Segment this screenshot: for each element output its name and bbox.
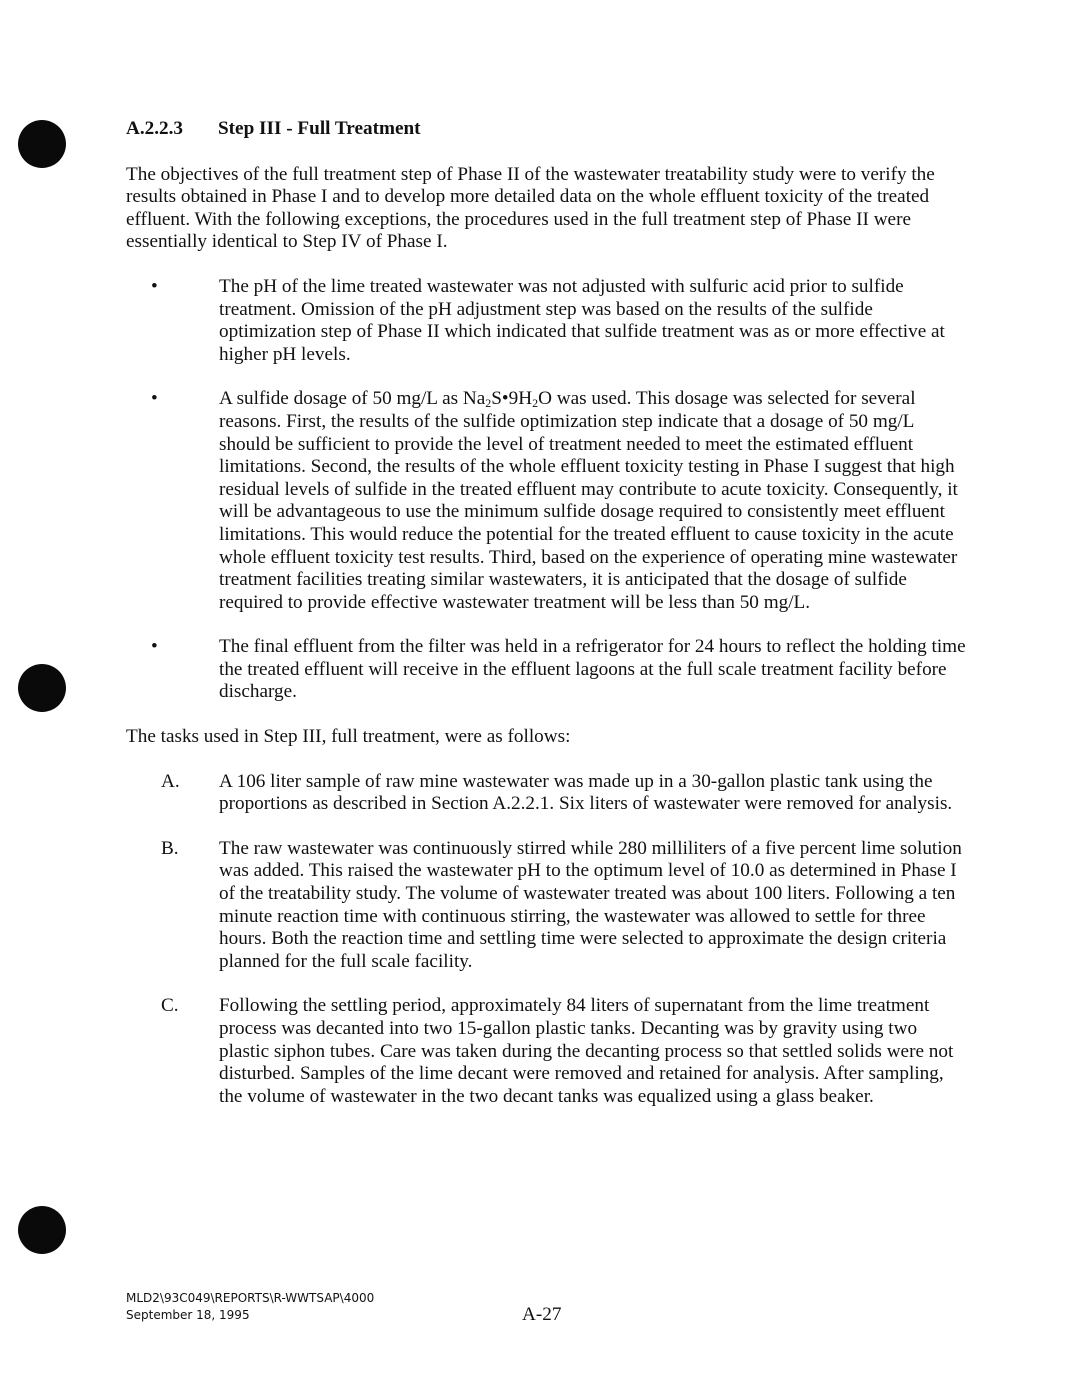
footer-date: September 18, 1995	[126, 1308, 250, 1322]
task-letter: B.	[161, 837, 179, 859]
bullet-mark: •	[151, 636, 158, 658]
binder-hole-bottom	[18, 1206, 66, 1254]
page-number: A-27	[522, 1304, 562, 1325]
bullet-text-part: A sulfide dosage of 50 mg/L as Na	[219, 388, 486, 410]
bullet-mark: •	[151, 275, 158, 297]
binder-hole-top	[18, 120, 66, 168]
binder-hole-middle	[18, 664, 66, 712]
task-text: The raw wastewater was continuously stirred while 280 milliliters of a five percent lime solution was added. This raised the wastewater pH to the optimum level of 10.0 as determined in Phase I of the treatability study. The volume of wastewater treated was about 100 liters. Following a ten minute reaction time with continuous stirring, the wastewater was allowed to settle for three hours. Both the reaction time and settling time were selected to approximate the design criteria planned for the full scale facility.	[219, 837, 962, 972]
task-item	[126, 995, 966, 1108]
intro-paragraph: The objectives of the full treatment step of Phase II of the wastewater treatability study were to verify the results obtained in Phase I and to develop more detailed data on the whole effluent toxicity of the treated effluent. With the following exceptions, the procedures used in the full treatment step of Phase II were essentially identical to Step IV of Phase I.	[126, 163, 935, 253]
task-text: Following the settling period, approximately 84 liters of supernatant from the lime treatment process was decanted into two 15-gallon plastic tanks. Decanting was by gravity using two plastic siphon tubes. Care was taken during the decanting process so that settled solids were not disturbed. Samples of the lime decant were removed and retained for analysis. After sampling, the volume of wastewater in the two decant tanks was equalized using a glass beaker.	[219, 995, 954, 1107]
bullet-item	[126, 636, 966, 704]
bullet-text: The pH of the lime treated wastewater was not adjusted with sulfuric acid prior to sulfide treatment. Omission of the pH adjustment step was based on the results of the sulfide optimization step of Phase II which indicated that sulfide treatment was as or more effective at higher pH levels.	[219, 275, 945, 365]
subscript: 2	[485, 396, 492, 411]
bullet-text-part: S•9H	[491, 388, 533, 410]
section-heading	[126, 118, 966, 141]
task-item	[126, 771, 966, 816]
section-title: Step III - Full Treatment	[218, 118, 421, 139]
task-letter: C.	[161, 995, 179, 1017]
bullet-mark: •	[151, 388, 158, 410]
section-number: A.2.2.3	[126, 118, 184, 139]
page-content	[126, 118, 966, 1130]
bullet-text	[219, 388, 966, 614]
bullet-text-part: O was used. This dosage was selected for several reasons. First, the results of the sulfide optimization step indicate that a dosage of 50 mg/L should be sufficient to provide the level of treatment needed to meet the estimated effluent limitations. Second, the results of the whole effluent toxicity testing in Phase I suggest that high residual levels of sulfide in the treated effluent may contribute to acute toxicity. Consequently, it will be advantageous to use the minimum sulfide dosage required to consistently meet effluent limitations. This would reduce the potential for the treated effluent to cause toxicity in the acute whole effluent toxicity test results. Third, based on the experience of operating mine wastewater treatment facilities treating similar wastewaters, it is anticipated that the dosage of sulfide required to provide effective wastewater treatment will be less than 50 mg/L.	[219, 388, 958, 613]
task-item	[126, 838, 966, 974]
footer-path: MLD2\93C049\REPORTS\R-WWTSAP\4000	[126, 1291, 375, 1305]
bullet-text: The final effluent from the filter was held in a refrigerator for 24 hours to reflect the holding time the treated effluent will receive in the effluent lagoons at the full scale treatment facility before discharge.	[219, 636, 966, 703]
task-text: A 106 liter sample of raw mine wastewater was made up in a 30-gallon plastic tank using the proportions as described in Section A.2.2.1. Six liters of wastewater were removed for analysis.	[219, 770, 953, 815]
subscript: 2	[532, 396, 539, 411]
tasks-intro: The tasks used in Step III, full treatment, were as follows:	[126, 726, 571, 748]
bullet-item	[126, 388, 966, 614]
bullet-item	[126, 276, 966, 366]
task-letter: A.	[161, 770, 180, 792]
